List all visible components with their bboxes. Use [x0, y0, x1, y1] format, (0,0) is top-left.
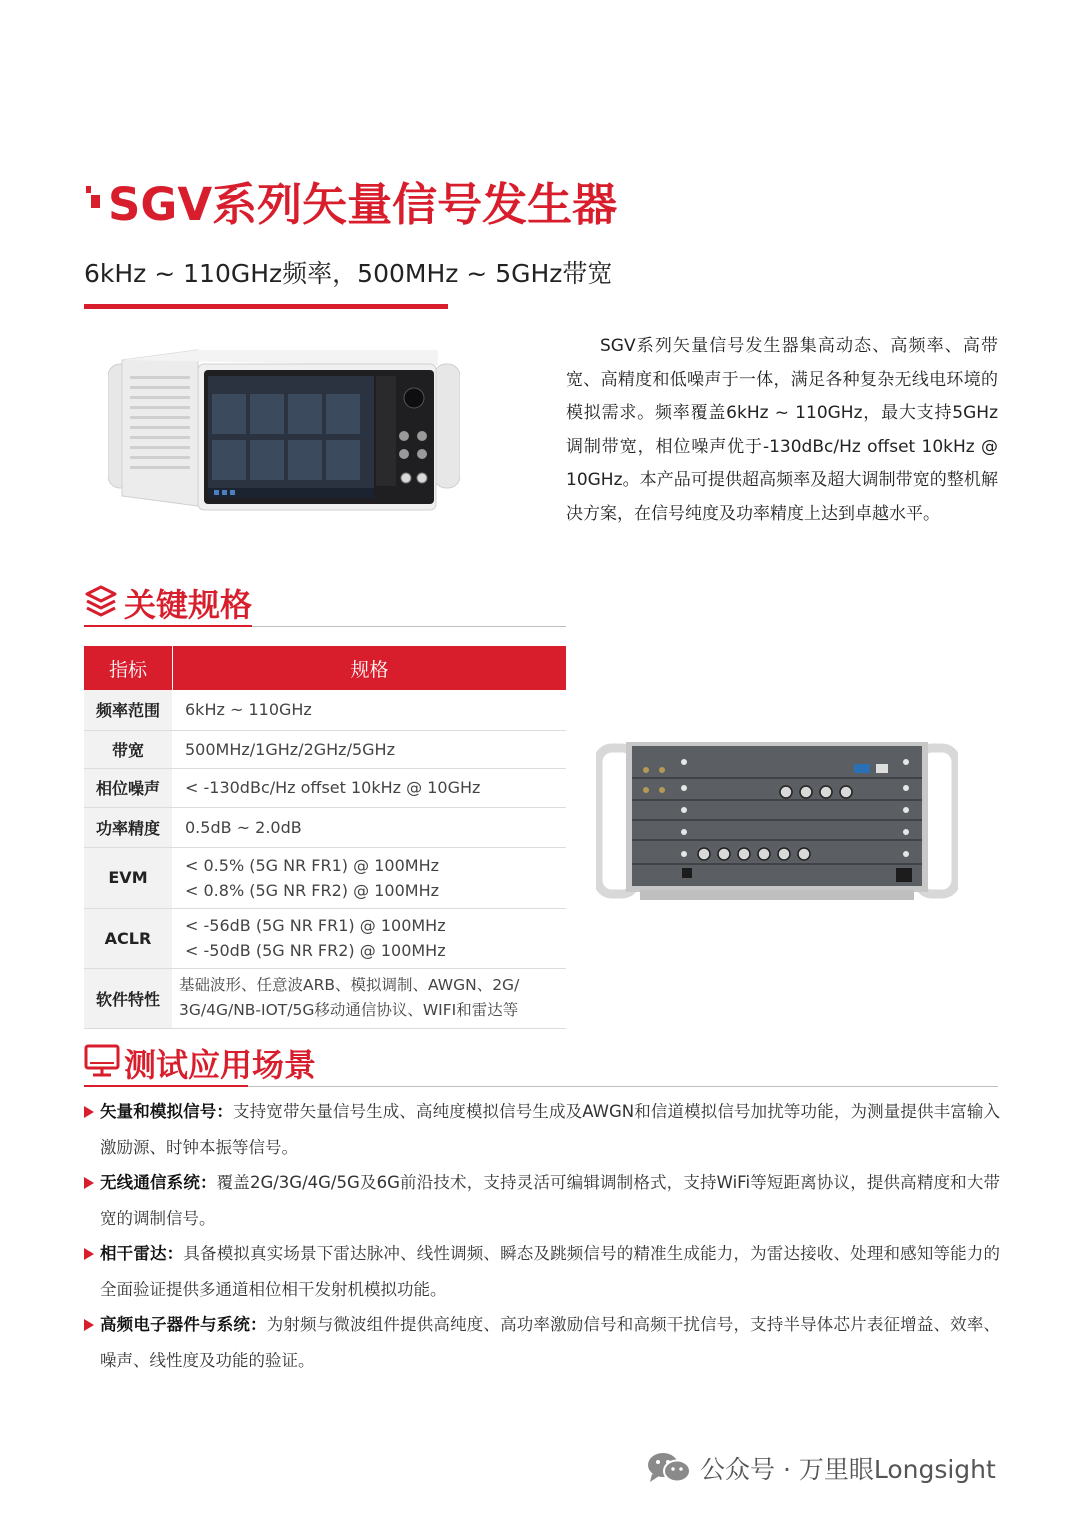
- spec-value: < 0.5% (5G NR FR1) @ 100MHz: [185, 855, 439, 875]
- spec-value: 3G/4G/NB-IOT/5G移动通信协议、WIFI和雷达等: [179, 1001, 519, 1019]
- bullet-triangle-icon: [84, 1248, 94, 1260]
- spec-key: 软件特性: [84, 968, 173, 1028]
- spec-value: < -130dBc/Hz offset 10kHz @ 10GHz: [185, 778, 481, 797]
- page-subtitle: 6kHz ~ 110GHz频率，500MHz ~ 5GHz带宽: [84, 259, 613, 288]
- spec-key: ACLR: [84, 908, 173, 968]
- scenario-label: 矢量和模拟信号：: [100, 1102, 234, 1121]
- scenario-section-title: 测试应用场景: [124, 1046, 317, 1084]
- scenario-text: 为射频与微波组件提供高纯度、高功率激励信号和高频干扰信号，支持半导体芯片表征增益、效率、噪声、线性度及功能的验证。: [100, 1315, 1001, 1370]
- scenario-section-underline: [84, 1085, 248, 1087]
- scenario-label: 高频电子器件与系统：: [100, 1315, 267, 1334]
- list-item: [84, 1236, 1000, 1308]
- spec-value: 6kHz ~ 110GHz: [185, 700, 312, 720]
- monitor-icon: [84, 1044, 120, 1078]
- signal-generator-rear-image: [596, 740, 958, 906]
- spec-value: 0.5dB ~ 2.0dB: [185, 817, 302, 837]
- spec-header-spec: 规格: [173, 646, 567, 690]
- table-row: [84, 847, 566, 908]
- spec-table: [84, 646, 566, 1029]
- spec-key: 带宽: [84, 730, 173, 768]
- spec-section-underline: [84, 625, 252, 627]
- bullet-triangle-icon: [84, 1106, 94, 1118]
- footer-text: 公众号 · 万里眼Longsight: [700, 1455, 996, 1484]
- table-row: [84, 968, 566, 1028]
- spec-key: 相位噪声: [84, 768, 173, 807]
- spec-value: 500MHz/1GHz/2GHz/5GHz: [185, 739, 395, 759]
- spec-header-indicator: 指标: [84, 646, 173, 690]
- list-item: [84, 1307, 1000, 1379]
- spec-key: 功率精度: [84, 807, 173, 847]
- table-row: [84, 730, 566, 768]
- scenario-text: 支持宽带矢量信号生成、高纯度模拟信号生成及AWGN和信道模拟信号加扰等功能，为测量提供丰富输入激励源、时钟本振等信号。: [100, 1102, 1000, 1157]
- table-row: [84, 690, 566, 730]
- intro-paragraph: SGV系列矢量信号发生器集高动态、高频率、高带宽、高精度和低噪声于一体，满足各种复杂无线电环境的模拟需求。频率覆盖6kHz ~ 110GHz，最大支持5GHz调制带宽，相位噪声优于-130dBc/Hz offset 10kHz @ 10GHz。本产品可提供超高频率及超大调制带宽的整机解决方案，在信号纯度及功率精度上达到卓越水平。: [566, 336, 998, 524]
- spec-key: 频率范围: [84, 690, 173, 730]
- spec-section-title: 关键规格: [124, 586, 253, 624]
- page-title: SGV系列矢量信号发生器: [108, 178, 618, 231]
- spec-value: < -50dB (5G NR FR2) @ 100MHz: [185, 941, 446, 960]
- title-marker: [86, 186, 100, 212]
- scenario-label: 无线通信系统：: [100, 1173, 217, 1192]
- list-item: [84, 1094, 1000, 1166]
- scenario-text: 具备模拟真实场景下雷达脉冲、线性调频、瞬态及跳频信号的精准生成能力，为雷达接收、处理和感知等能力的全面验证提供多通道相位相干发射机模拟功能。: [100, 1244, 1001, 1299]
- spec-value: < -56dB (5G NR FR1) @ 100MHz: [185, 916, 446, 935]
- title-underline: [84, 304, 448, 309]
- spec-value: 基础波形、任意波ARB、模拟调制、AWGN、2G/: [179, 976, 520, 994]
- spec-key: EVM: [84, 847, 173, 908]
- table-row: [84, 807, 566, 847]
- table-row: [84, 908, 566, 968]
- wechat-icon: [646, 1452, 692, 1484]
- bullet-triangle-icon: [84, 1177, 94, 1189]
- layers-icon: [84, 584, 118, 618]
- scenario-label: 相干雷达：: [100, 1244, 184, 1263]
- signal-generator-front-image: [108, 346, 460, 514]
- spec-value: < 0.8% (5G NR FR2) @ 100MHz: [185, 880, 439, 900]
- bullet-triangle-icon: [84, 1319, 94, 1331]
- table-row: [84, 768, 566, 807]
- scenario-text: 覆盖2G/3G/4G/5G及6G前沿技术，支持灵活可编辑调制格式，支持WiFi等短距离协议，提供高精度和大带宽的调制信号。: [100, 1173, 1000, 1228]
- list-item: [84, 1165, 1000, 1237]
